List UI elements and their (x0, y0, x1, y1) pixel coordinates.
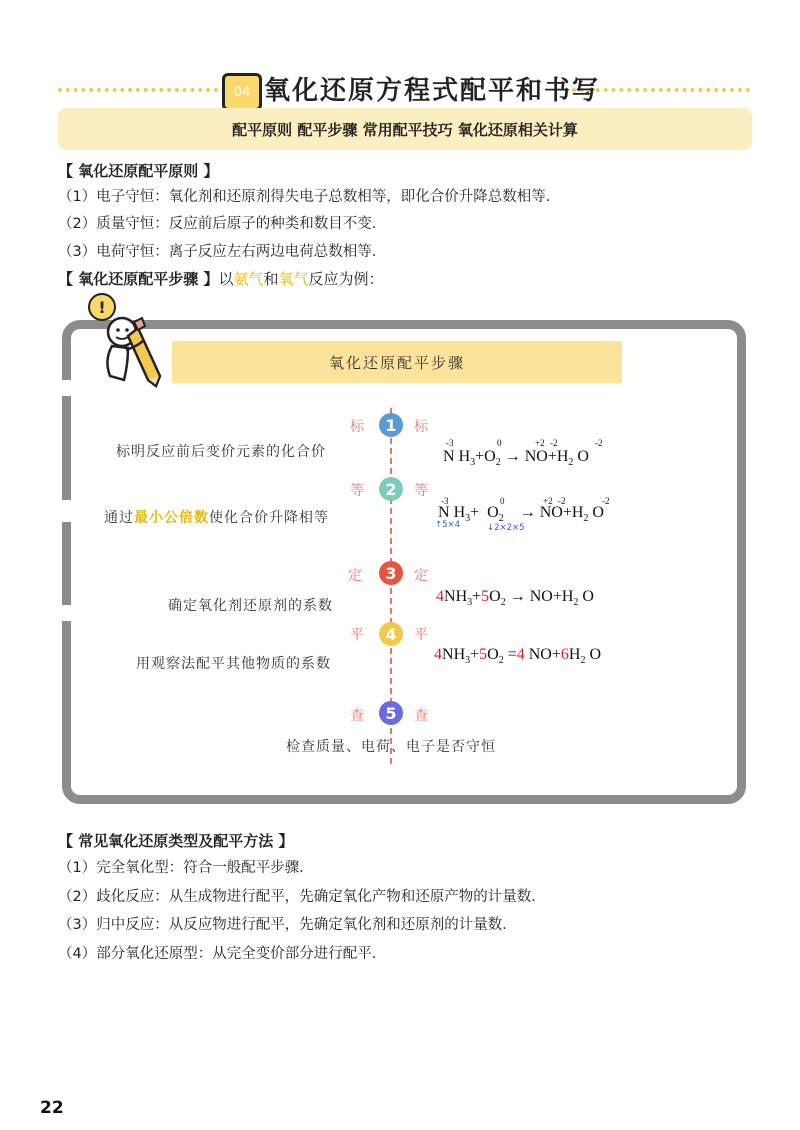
electron-gain-note: ↑5×4 (435, 520, 461, 530)
section-number-badge: 04 (222, 73, 262, 111)
types-heading: 【 常见氧化还原类型及配平方法 】 (58, 832, 294, 850)
step-1-char-right: 标 (414, 419, 428, 435)
ox-state-label: -2 (602, 496, 610, 506)
frame-gap (716, 640, 730, 660)
step-1-circle: 1 (379, 413, 403, 437)
step-5-description: 检查质量、电荷、电子是否守恒 (286, 739, 496, 755)
equation-step-3: $4NH_3+5O_2 \to NO+H_2$ O (436, 588, 594, 609)
step-2-char-left: 等 (350, 483, 364, 499)
frame-gap (60, 500, 74, 522)
step-4-description: 用观察法配平其他物质的系数 (136, 656, 331, 672)
ox-state-label: -2 (550, 438, 558, 448)
steps-heading-bold: 【 氧化还原配平步骤 】 (58, 270, 219, 288)
ox-state-label: +2 (535, 438, 545, 448)
steps-heading-pre: 以 (218, 270, 234, 288)
type-item-4: （4）部分氧化还原型：从完全变价部分进行配平． (58, 946, 387, 962)
step-4-char-right: 平 (414, 627, 428, 643)
step-3-char-right: 定 (414, 568, 428, 584)
steps-heading (58, 268, 384, 289)
ox-state-label: -2 (558, 496, 566, 506)
ox-state-label: +2 (543, 496, 553, 506)
ox-state-label: 0 (500, 496, 505, 506)
ox-state-label: 0 (497, 438, 502, 448)
step-5-circle: 5 (379, 701, 403, 725)
page-title: 氧化还原方程式配平和书写 (264, 76, 601, 106)
equation-step-4: $4NH_3+5O_2 =4$ $NO+6H_2$ O (434, 646, 602, 667)
type-item-2: （2）歧化反应：从生成物进行配平，先确定氧化产物和还原产物的计量数． (58, 889, 546, 905)
frame-gap (60, 605, 74, 621)
step-2-circle: 2 (379, 477, 403, 501)
type-item-3: （3）归中反应：从反应物进行配平，先确定氧化剂和还原剂的计量数． (58, 917, 517, 933)
frame-gap (716, 455, 730, 471)
equation-step-1: N $H_3+O_2 \to NO+H_2$ O (443, 448, 589, 469)
page-number: 22 (40, 1098, 64, 1118)
steps-heading-post: 反应为例： (308, 270, 384, 288)
pencil-mascot-icon (98, 310, 176, 390)
step-3-description: 确定氧化剂还原剂的系数 (168, 598, 333, 614)
ox-state-label: -3 (441, 496, 449, 506)
title-dotted-line-left (58, 88, 218, 92)
principle-item-3: （3）电荷守恒：离子反应左右两边电荷总数相等． (58, 244, 387, 260)
step-1-char-left: 标 (350, 419, 364, 435)
principle-item-1: （1）电子守恒：氧化剂和还原剂得失电子总数相等，即化合价升降总数相等． (58, 189, 561, 205)
step-1-description: 标明反应前后变价元素的化合价 (116, 444, 326, 460)
principle-item-2: （2）质量守恒：反应前后原子的种类和数目不变. (58, 216, 377, 232)
step-5-char-left: 查 (350, 708, 364, 724)
ox-state-label: -3 (446, 438, 454, 448)
steps-diagram-frame (62, 320, 746, 804)
subtitle-text: 配平原则 配平步骤 常用配平技巧 氧化还原相关计算 (232, 120, 578, 139)
type-item-1: （1）完全氧化型：符合一般配平步骤． (58, 860, 314, 876)
step-5-char-right: 查 (414, 708, 428, 724)
diagram-title-bar (172, 341, 622, 383)
alert-icon: ! (88, 293, 116, 321)
step-4-char-left: 平 (350, 627, 364, 643)
equation-step-2: N $H_3+ O_2$ → $NO+H_2$ O (438, 504, 604, 525)
electron-loss-note: ↓2×2×5 (487, 523, 525, 533)
steps-heading-oxygen: 氧气 (278, 270, 309, 288)
step-2-description: 通过最小公倍数使化合价升降相等 (104, 510, 329, 526)
steps-heading-ammonia: 氨气 (233, 270, 264, 288)
ox-state-label: -2 (595, 438, 603, 448)
step-3-circle: 3 (379, 561, 403, 585)
subtitle-bar (58, 108, 752, 150)
principles-heading: 【 氧化还原配平原则 】 (58, 162, 219, 180)
diagram-title: 氧化还原配平步骤 (328, 353, 465, 372)
step-4-circle: 4 (379, 622, 403, 646)
step-3-char-left: 定 (348, 568, 362, 584)
steps-heading-mid: 和 (263, 270, 279, 288)
step-2-char-right: 等 (414, 483, 428, 499)
frame-gap (60, 380, 74, 396)
